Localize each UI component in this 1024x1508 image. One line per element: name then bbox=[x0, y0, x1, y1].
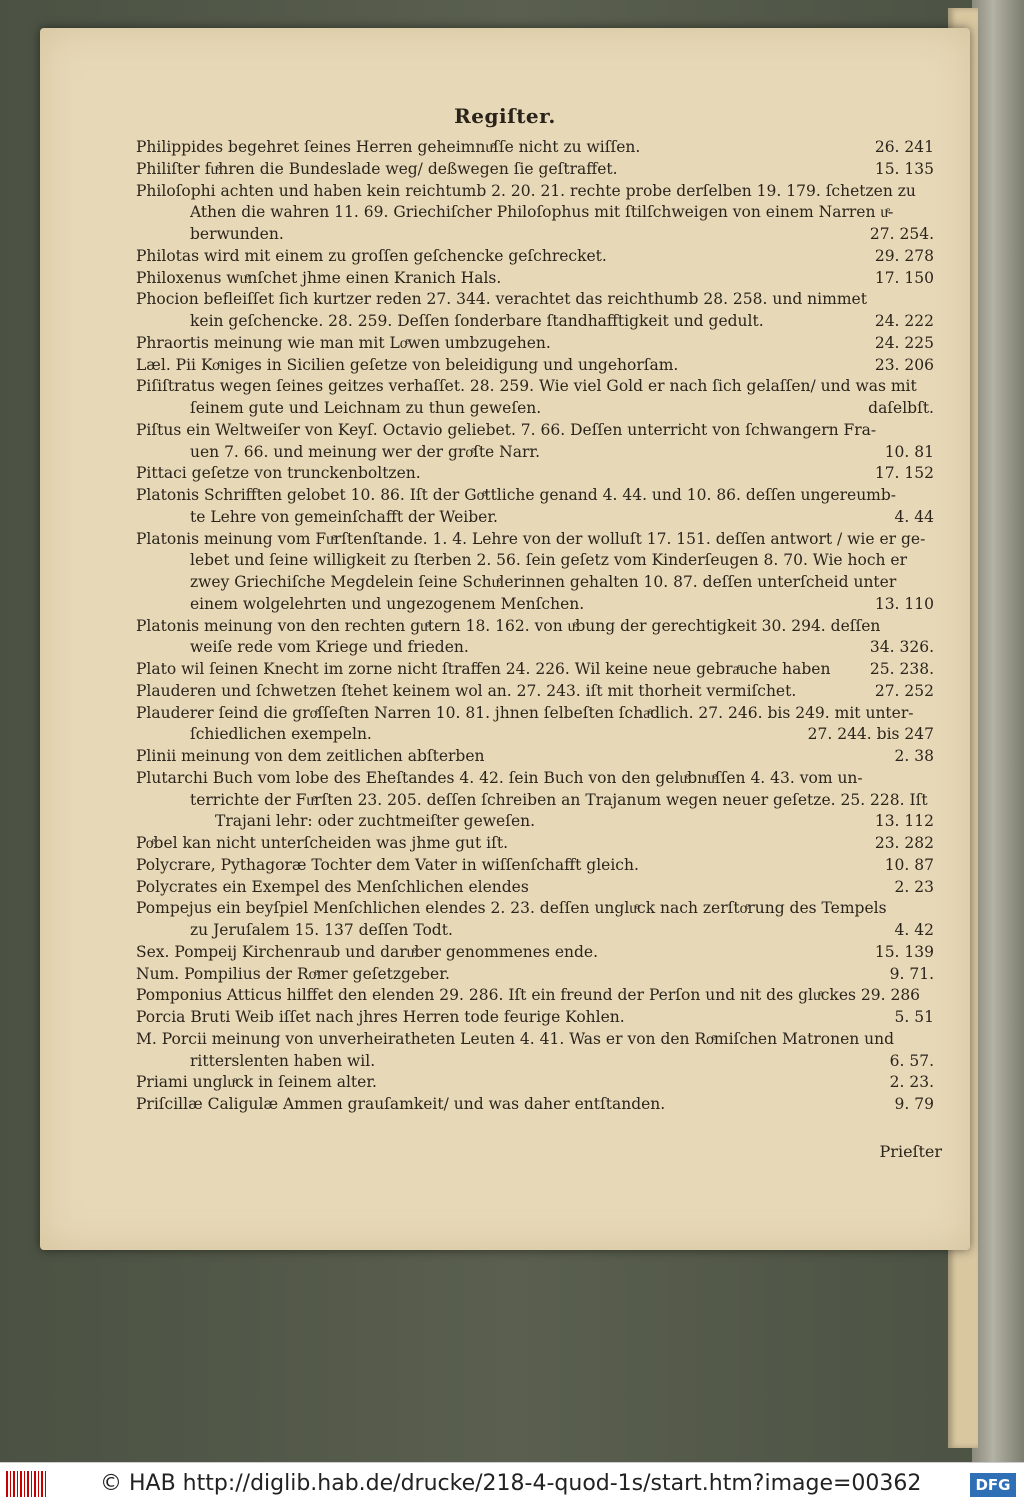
viewer-footer bbox=[0, 1462, 1024, 1508]
register-line bbox=[40, 506, 970, 528]
register-line bbox=[40, 1093, 970, 1115]
entry-text: Pompejus ein beyſpiel Menſchlichen elendes 2. 23. deſſen ungluͤck nach zerſtoͤrung des Tempels bbox=[136, 899, 887, 918]
register-line bbox=[40, 832, 970, 854]
register-line bbox=[40, 1006, 970, 1028]
page-reference: 2. 23 bbox=[894, 877, 934, 896]
entry-text: Porcia Bruti Weib iſſet nach jhres Herren tode feurige Kohlen. bbox=[136, 1008, 625, 1026]
page-reference: 17. 152 bbox=[874, 464, 934, 483]
register-line bbox=[40, 876, 970, 898]
entry-text: kein geſchencke. 28. 259. Deſſen ſonderbare ſtandhafftigkeit und gedult. bbox=[190, 312, 764, 330]
entry-text: Priami ungluͤck in ſeinem alter. bbox=[136, 1073, 377, 1092]
page-reference: 29. 278 bbox=[874, 246, 934, 265]
page-reference: 5. 51 bbox=[894, 1008, 934, 1026]
entry-text: Plutarchi Buch vom lobe des Eheſtandes 4. 42. ſein Buch von den geluͤbnuͤſſen 4. 43. vom un- bbox=[136, 768, 863, 787]
entry-text: Plato wil ſeinen Knecht im zorne nicht ſtraffen 24. 226. Wil keine neue gebraͤuche haben bbox=[136, 660, 831, 678]
page-reference: 6. 57. bbox=[889, 1051, 934, 1070]
register-line bbox=[40, 354, 970, 376]
register-line bbox=[40, 919, 970, 941]
entry-text: Philippides begehret ſeines Herren geheimnuͤſſe nicht zu wiſſen. bbox=[136, 138, 641, 156]
entry-text: Philoxenus wuͤnſchet jhme einen Kranich Hals. bbox=[136, 268, 502, 287]
entry-text: lebet und ſeine willigkeit zu ſterben 2. 56. ſein geſetz vom Kinderſeugen 8. 70. Wie hoch er bbox=[190, 551, 907, 570]
page-reference: 27. 252 bbox=[874, 681, 934, 700]
register-line bbox=[40, 658, 970, 680]
catchword: Prieſter bbox=[879, 1142, 942, 1161]
register-line bbox=[40, 963, 970, 985]
page-reference: 23. 282 bbox=[874, 834, 934, 852]
register-line bbox=[40, 593, 970, 615]
register-line bbox=[40, 571, 970, 593]
dfg-logo: DFG bbox=[970, 1473, 1016, 1497]
entry-text: berwunden. bbox=[190, 225, 284, 243]
page-reference: 13. 112 bbox=[874, 812, 934, 831]
entry-text: Philoſophi achten und haben kein reichtumb 2. 20. 21. rechte probe derſelben 19. 179. ſchetzen zu bbox=[136, 181, 916, 200]
entry-text: uen 7. 66. und meinung wer der groͤſte Narr. bbox=[190, 442, 540, 461]
register-line bbox=[40, 462, 970, 484]
entry-text: Plauderen und ſchwetzen ſtehet keinem wol an. 27. 243. iſt mit thorheit vermiſchet. bbox=[136, 681, 797, 700]
register-line bbox=[40, 1028, 970, 1050]
register-line bbox=[40, 702, 970, 724]
entry-text: Plinii meinung von dem zeitlichen abſterben bbox=[136, 747, 485, 765]
register-line bbox=[40, 245, 970, 267]
page-heading: Regiſter. bbox=[454, 104, 556, 128]
entry-text: Platonis Schrifften gelobet 10. 86. Iſt der Goͤttliche genand 4. 44. und 10. 86. deſſen ungereumb- bbox=[136, 486, 897, 504]
page-reference: 10. 81 bbox=[884, 442, 934, 461]
hab-logo-icon bbox=[6, 1471, 46, 1497]
entry-text: Pittaci geſetze von trunckenboltzen. bbox=[136, 464, 421, 483]
register-line bbox=[40, 1071, 970, 1093]
entry-text: Philotas wird mit einem zu groſſen geſchencke geſchrecket. bbox=[136, 246, 607, 265]
entry-text: Sex. Pompeij Kirchenraub und daruͤber genommenes ende. bbox=[136, 942, 599, 961]
register-line bbox=[40, 615, 970, 637]
register-line bbox=[40, 288, 970, 310]
register-line bbox=[40, 158, 970, 180]
register-line bbox=[40, 528, 970, 550]
register-line bbox=[40, 136, 970, 158]
entry-text: te Lehre von gemeinſchafft der Weiber. bbox=[190, 507, 498, 526]
page-reference: 9. 79 bbox=[894, 1095, 934, 1113]
scanner-edge bbox=[972, 0, 1024, 1462]
page-reference: 15. 135 bbox=[874, 159, 934, 178]
entry-text: Platonis meinung vom Fuͤrſtenſtande. 1. 4. Lehre von der wolluſt 17. 151. deſſen antwort / wie er ge- bbox=[136, 529, 926, 548]
entry-text: Plauderer ſeind die groͤſſeſten Narren 10. 81. jhnen ſelbeſten ſchaͤdlich. 27. 246. bis 249. mit unter- bbox=[136, 703, 914, 722]
entry-text: Læl. Pii Koͤniges in Sicilien geſetze von beleidigung und ungehorſam. bbox=[136, 355, 679, 374]
page-reference: 24. 225 bbox=[874, 333, 934, 352]
register-line bbox=[40, 223, 970, 245]
page-reference: daſelbſt. bbox=[868, 399, 934, 417]
register-entries bbox=[40, 28, 970, 1250]
entry-text: Phraortis meinung wie man mit Loͤwen umbzugehen. bbox=[136, 333, 551, 352]
copyright-link[interactable]: © HAB http://diglib.hab.de/drucke/218-4-quod-1s/start.htm?image=00362 bbox=[100, 1471, 922, 1496]
entry-text: Priſcillæ Caligulæ Ammen grauſamkeit/ und was daher entſtanden. bbox=[136, 1095, 666, 1113]
entry-text: Trajani lehr: oder zuchtmeiſter geweſen. bbox=[215, 812, 536, 831]
register-line bbox=[40, 267, 970, 289]
entry-text: Athen die wahren 11. 69. Griechiſcher Philoſophus mit ſtilſchweigen von einem Narren uͤ- bbox=[190, 203, 894, 222]
entry-text: zwey Griechiſche Megdelein ſeine Schuͤlerinnen gehalten 10. 87. deſſen unterſcheid unter bbox=[190, 573, 897, 591]
entry-text: Polycrates ein Exempel des Menſchlichen elendes bbox=[136, 877, 529, 896]
register-line bbox=[40, 941, 970, 963]
register-line bbox=[40, 332, 970, 354]
page-reference: 9. 71. bbox=[889, 964, 934, 983]
page-reference: 10. 87 bbox=[884, 855, 934, 874]
register-line bbox=[40, 789, 970, 811]
register-line bbox=[40, 310, 970, 332]
page-reference: 25. 238. bbox=[869, 660, 934, 678]
entry-text: Polycrare, Pythagoræ Tochter dem Vater in wiſſenſchafft gleich. bbox=[136, 855, 639, 874]
register-line bbox=[40, 1050, 970, 1072]
page-reference: 2. 38 bbox=[894, 747, 934, 765]
entry-text: weiſe rede vom Kriege und frieden. bbox=[190, 638, 469, 657]
entry-text: Platonis meinung von den rechten guͤtern 18. 162. von uͤbung der gerechtigkeit 30. 294. deſſen bbox=[136, 616, 881, 635]
register-line bbox=[40, 201, 970, 223]
entry-text: Piſiſtratus wegen ſeines geitzes verhaſſet. 28. 259. Wie viel Gold er nach ſich gelaſſen/ und was mit bbox=[136, 377, 917, 396]
page-reference: 26. 241 bbox=[874, 138, 934, 156]
register-line bbox=[40, 484, 970, 506]
entry-text: einem wolgelehrten und ungezogenem Menſchen. bbox=[190, 594, 585, 613]
page-reference: 27. 244. bis 247 bbox=[807, 725, 934, 744]
page-reference: 23. 206 bbox=[874, 355, 934, 374]
register-line bbox=[40, 745, 970, 767]
register-line bbox=[40, 375, 970, 397]
entry-text: terrichte der Fuͤrſten 23. 205. deſſen ſchreiben an Trajanum wegen neuer geſetze. 25. 228. Iſt bbox=[190, 790, 928, 809]
register-line bbox=[40, 397, 970, 419]
entry-text: ſeinem gute und Leichnam zu thun geweſen. bbox=[190, 399, 542, 417]
register-line bbox=[40, 767, 970, 789]
page-reference: 13. 110 bbox=[874, 594, 934, 613]
register-line bbox=[40, 810, 970, 832]
entry-text: M. Porcii meinung von unverheiratheten Leuten 4. 41. Was er von den Roͤmiſchen Matronen und bbox=[136, 1029, 895, 1048]
register-line bbox=[40, 441, 970, 463]
register-line bbox=[40, 897, 970, 919]
entry-text: Piſtus ein Weltweiſer von Keyſ. Octavio geliebet. 7. 66. Deſſen unterricht von ſchwangern Fra- bbox=[136, 420, 877, 439]
register-line bbox=[40, 723, 970, 745]
register-line bbox=[40, 549, 970, 571]
entry-text: Philiſter fuͤhren die Bundeslade weg/ deßwegen ſie geſtraffet. bbox=[136, 159, 618, 178]
page-reference: 24. 222 bbox=[874, 312, 934, 330]
page-reference: 17. 150 bbox=[874, 268, 934, 287]
register-line bbox=[40, 419, 970, 441]
entry-text: Phocion befleiſſet ſich kurtzer reden 27. 344. verachtet das reichthumb 28. 258. und nimmet bbox=[136, 290, 867, 309]
entry-text: zu Jeruſalem 15. 137 deſſen Todt. bbox=[190, 921, 453, 939]
entry-text: ſchiedlichen exempeln. bbox=[190, 725, 372, 744]
register-line bbox=[40, 854, 970, 876]
register-line bbox=[40, 636, 970, 658]
register-line bbox=[40, 984, 970, 1006]
register-line bbox=[40, 180, 970, 202]
entry-text: ritterslenten haben wil. bbox=[190, 1051, 376, 1070]
entry-text: Poͤbel kan nicht unterſcheiden was jhme gut iſt. bbox=[136, 834, 509, 852]
book-page bbox=[40, 28, 970, 1250]
page-reference: 4. 44 bbox=[894, 507, 934, 526]
page-reference: 34. 326. bbox=[869, 638, 934, 657]
entry-text: Num. Pompilius der Roͤmer geſetzgeber. bbox=[136, 964, 450, 983]
page-reference: 4. 42 bbox=[894, 921, 934, 939]
page-reference: 2. 23. bbox=[889, 1073, 934, 1092]
page-reference: 27. 254. bbox=[869, 225, 934, 243]
register-line bbox=[40, 680, 970, 702]
entry-text: Pomponius Atticus hilffet den elenden 29. 286. Iſt ein freund der Perſon und nit des gluͤckes 29. 286 bbox=[136, 986, 921, 1005]
page-reference: 15. 139 bbox=[874, 942, 934, 961]
